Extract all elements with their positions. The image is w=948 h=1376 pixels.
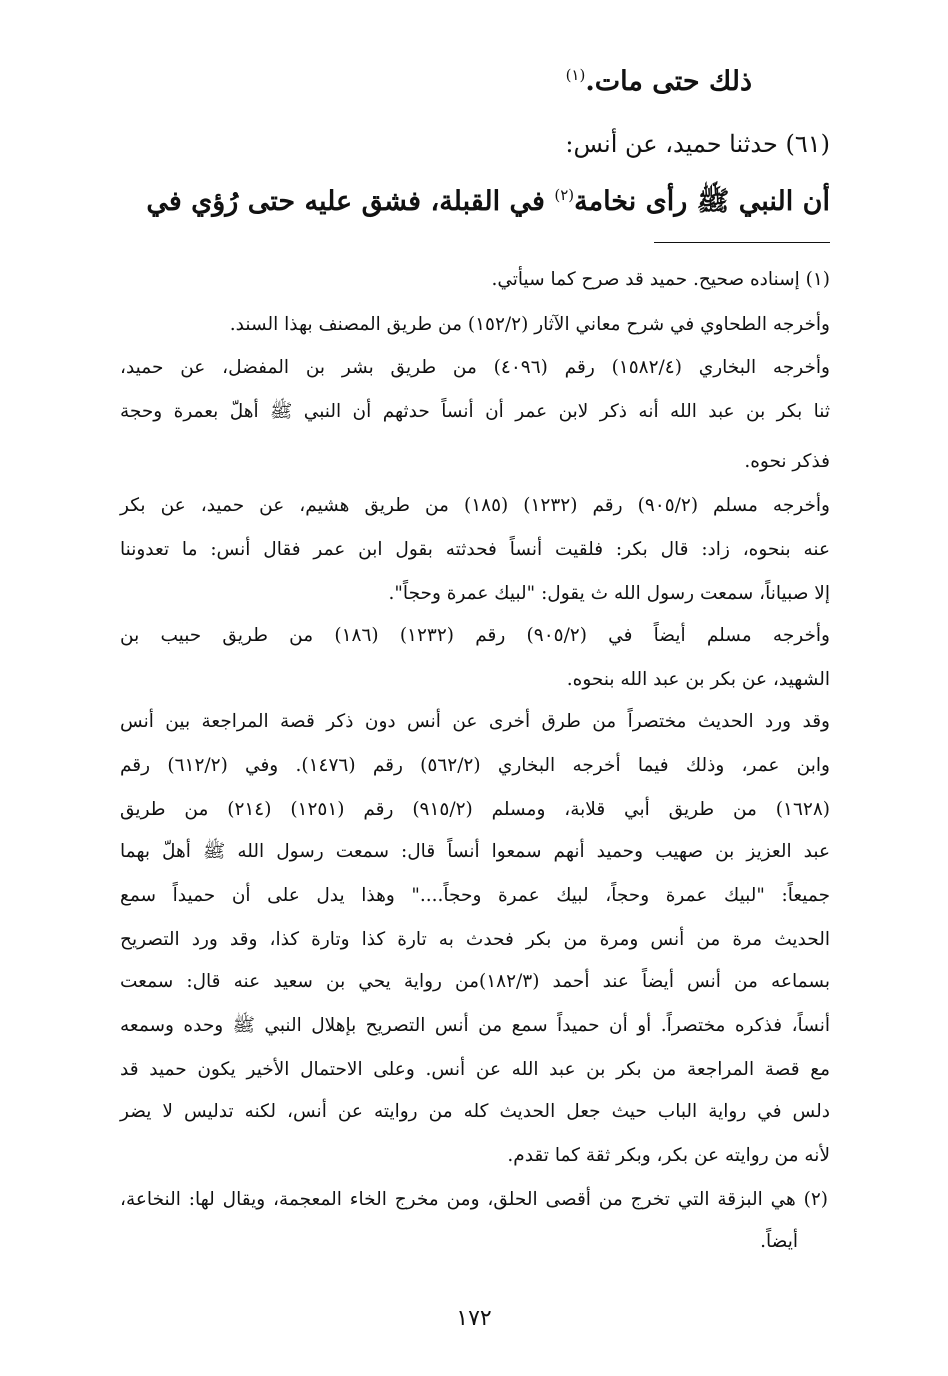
footnote-line: فذكر نحوه. [744, 451, 830, 472]
footnote-line: أيضاً. [760, 1231, 798, 1252]
hadith-isnad-line [565, 130, 830, 158]
hadith-isnad-text: (٦١) حدثنا حميد، عن أنس: [565, 130, 830, 158]
footnote-line: (٢) هي البزقة التي تخرج من أقصى الحلق، ومن مخرج الخاء المعجمة، ويقال لها: النخاعة، [120, 1189, 828, 1210]
footnote-line: لأنه من روايته عن بكر، وبكر ثقة كما تقدم. [507, 1145, 830, 1166]
main-text-line-1 [566, 66, 752, 97]
page-number: ١٧٢ [456, 1306, 492, 1331]
footnote-ref-2: (٢) [554, 186, 575, 204]
footnote-line: بسماعه من أنس أيضاً عند أحمد (١٨٢/٣)من رواية يحي بن سعيد عنه قال: سمعت [120, 971, 830, 992]
footnote-line: وأخرجه البخاري (١٥٨٢/٤) رقم (٤٠٩٦) من طريق بشر بن المفضل، عن حميد، [120, 357, 830, 378]
footnote-line: الشهيد، عن بكر بن عبد الله بنحوه. [566, 669, 830, 690]
footnote-line: وقد ورد الحديث مختصراً من طرق أخرى عن أنس دون ذكر قصة المراجعة بين أنس [120, 711, 830, 732]
footnote-line: وأخرجه مسلم (٩٠٥/٢) رقم (١٢٣٢) (١٨٥) من طريق هشيم، عن حميد، عن بكر [120, 495, 830, 516]
hadith-matn-line [146, 184, 830, 224]
footnote-line: عبد العزيز بن صهيب وحميد أنهم سمعوا أنساً قال: سمعت رسول الله ﷺ أهلّ بهما [120, 841, 830, 862]
footnote-line: وابن عمر، وذلك فيما أخرجه البخاري (٥٦٢/٢) رقم (١٤٧٦). وفي (٦١٢/٢) رقم [120, 755, 830, 776]
footnote-line: عنه بنحوه، زاد: قال بكر: فلقيت أنساً فحدثته بقول ابن عمر فقال أنس: ما تعدوننا [120, 539, 830, 560]
footnote-line: الحديث مرة من أنس ومرة من بكر فحدث به تارة كذا وتارة كذا، وقد ورد التصريح [120, 929, 830, 950]
footnote-line: أنساً، فذكره مختصراً. أو أن حميداً سمع من أنس التصريح بإهلال النبي ﷺ وحده وسمعه [120, 1015, 830, 1036]
footnote-separator-rule [654, 242, 830, 243]
footnote-line: دلس في رواية الباب حيث جعل الحديث كله من روايته عن أنس، لكنه تدليس لا يضر [120, 1101, 830, 1122]
footnote-line: إلا صبياناً، سمعت رسول الله ث يقول: "لبيك عمرة وحجاً". [388, 583, 830, 604]
footnote-line: جميعاً: "لبيك عمرة وحجاً، لبيك عمرة وحجاً...." وهذا يدل على أن حميداً سمع [120, 885, 830, 906]
hadith-matn-text-a: أن النبي ﷺ رأى نخامة [574, 186, 830, 217]
footnote-line: وأخرجه مسلم أيضاً في (٩٠٥/٢) رقم (١٢٣٢) (١٨٦) من طريق حبيب بن [120, 625, 830, 646]
footnote-line: وأخرجه الطحاوي في شرح معاني الآثار (١٥٢/٢) من طريق المصنف بهذا السند. [229, 314, 830, 335]
footnote-line: (١) إسناده صحيح. حميد قد صرح كما سيأتي. [491, 269, 830, 290]
footnote-line: ثنا بكر بن عبد الله أنه ذكر لابن عمر أن أنساً حدثهم أن النبي ﷺ أهلّ بعمرة وحجة [120, 401, 830, 422]
footnote-line: (١٦٢٨) من طريق أبي قلابة، ومسلم (٩١٥/٢) رقم (١٢٥١) (٢١٤) من طريق [120, 799, 830, 820]
hadith-matn-text-b: في القبلة، فشق عليه حتى رُؤي في [146, 186, 555, 217]
footnote-ref-1: (١) [565, 66, 586, 84]
main-text-line-1-text: ذلك حتى مات. [585, 66, 752, 97]
footnote-line: مع قصة المراجعة من بكر بن عبد الله عن أنس. وعلى الاحتمال الأخير يكون حميد قد [120, 1059, 830, 1080]
